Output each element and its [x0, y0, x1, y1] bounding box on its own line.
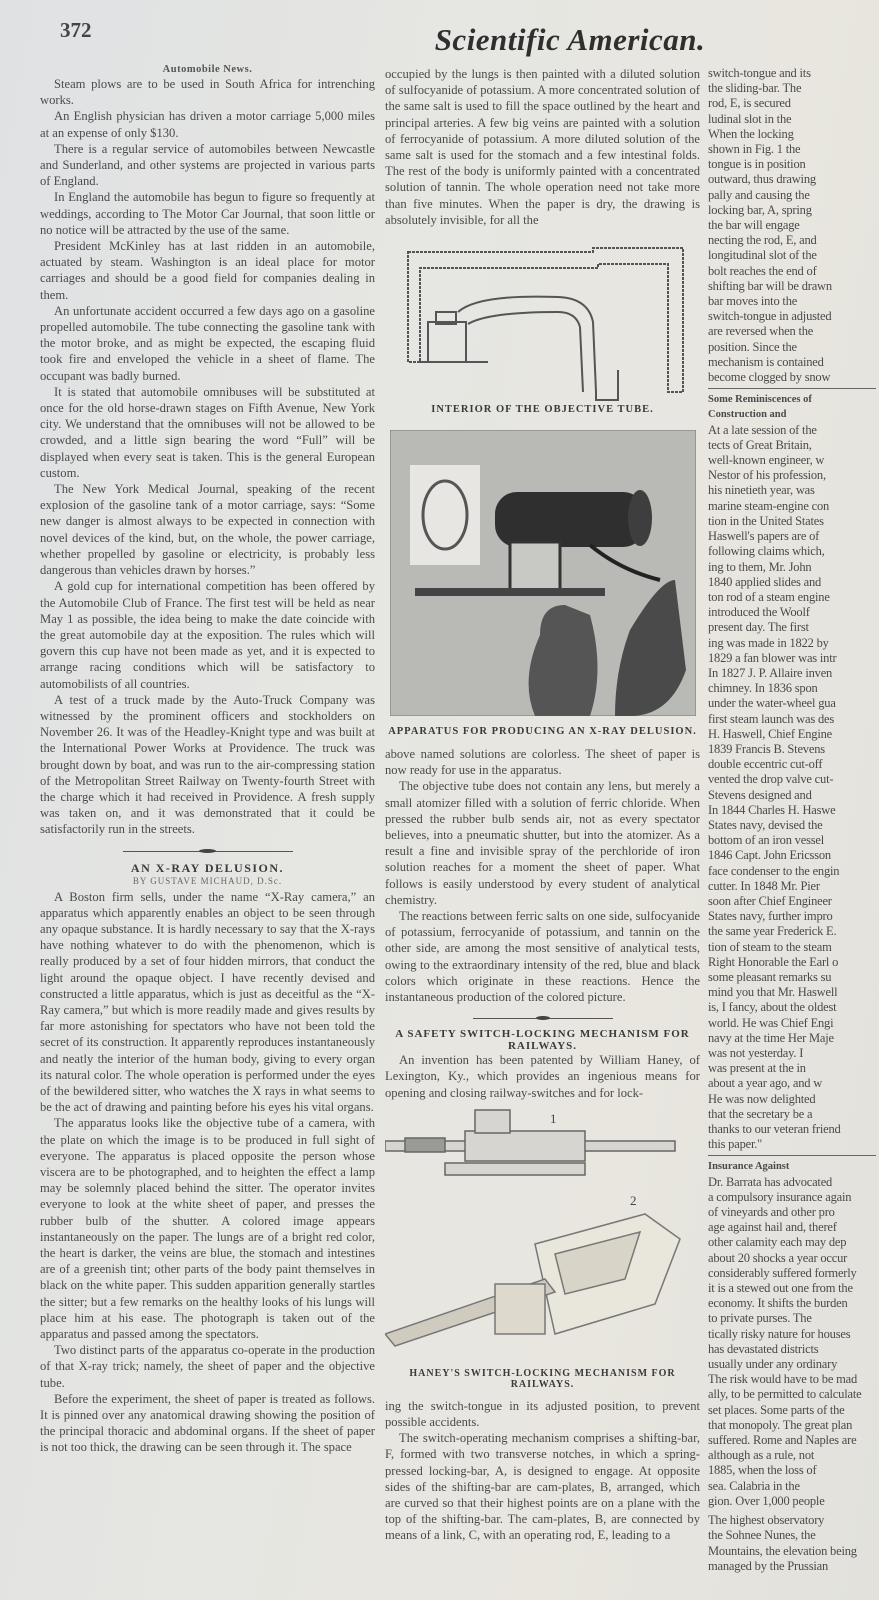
- text-line: suffered. Rome and Naples are: [708, 1433, 857, 1448]
- text-line: H. Haswell, Chief Engine: [708, 726, 832, 741]
- text-line: was not yesterday. I: [708, 1046, 804, 1060]
- paragraph: Two distinct parts of the apparatus co-operate in the production of that X-ray trick; namely, the sheet of paper and the objective tube.: [40, 1343, 375, 1390]
- text-line: tongue is in position: [708, 157, 806, 172]
- text-line: He was now delighted: [708, 1091, 816, 1106]
- paragraph: Steam plows are to be used in South Africa for intrenching works.: [40, 77, 375, 108]
- text-line: become clogged by snow: [708, 370, 831, 385]
- text-line: ton rod of a steam engine: [708, 589, 830, 604]
- right-column: [708, 66, 876, 1574]
- text-line: first steam launch was des: [708, 711, 835, 726]
- text-line: managed by the Prussian: [708, 1558, 829, 1573]
- xray-article-byline: BY GUSTAVE MICHAUD, D.Sc.: [132, 875, 283, 886]
- paragraph: ing the switch-tongue in its adjusted position, to prevent possible accidents.: [385, 1398, 700, 1430]
- text-line: set places. Some parts of the: [708, 1402, 845, 1417]
- text-line: has devastated districts: [708, 1341, 819, 1356]
- text-line: The highest observatory: [708, 1513, 825, 1528]
- xray-article-paragraphs: [40, 889, 375, 1456]
- paragraph: The switch-operating mechanism comprises a shifting-bar, F, formed with two transverse notches, in which a spring-pressed locking-bar, A, is designed to engage. At opposite sides of the shifting-bar are cam-plates, B, arranged, which are curved so that their highest points are on a plane with the top of the shifting-bar. The cam-plates, B, are connected by means of a link, C, with an operating rod, E, leading to a: [385, 1431, 700, 1543]
- text-line: position. Since the: [708, 339, 797, 354]
- text-line: 1885, when the loss of: [708, 1463, 817, 1478]
- text-line: In 1827 J. P. Allaire inven: [708, 665, 833, 680]
- text-line: switch-tongue in adjusted: [708, 309, 832, 324]
- text-line: his ninetieth year, was: [708, 483, 815, 498]
- switch-article-heading: A SAFETY SWITCH-LOCKING MECHANISM FOR RAILWAYS.: [395, 1028, 690, 1053]
- text-line: In 1844 Charles H. Haswe: [708, 802, 836, 817]
- masthead-title: Scientific American.: [434, 22, 706, 57]
- paragraph: A Boston firm sells, under the name “X-Ray camera,” an apparatus which apparently enables an object to be seen through any opaque substance. It is hardly necessary to say that the X-rays have nothing whatever to do with the phenomenon, which is really produced by a set of four hidden mirrors, that conduct the light around the opaque object. I have recently devised and constructed a little apparatus, which is just as deceitful as the “X-Ray camera,” but which is more readily made and gives results by far more astonishing for spectators who have not been told the secret of its construction. It apparently reproduces instantaneously and neatly the interior of the human body, giving to every organ its natural color. The whole operation is performed under the eyes of the bewildered sitter, who watches the X rays in what seems to be the act of drawing and painting before his eyes his vital organs.: [40, 889, 375, 1115]
- page-number: 372: [60, 18, 92, 42]
- heading-line: Construction and: [708, 409, 787, 421]
- middle-top-text: [385, 66, 700, 228]
- text-line: tects of Great Britain,: [708, 437, 812, 452]
- automobile-news-paragraphs: [40, 76, 375, 838]
- text-line: ing was made in 1822 by: [708, 635, 829, 650]
- text-line: tion of steam to the steam: [708, 939, 832, 954]
- switch-continuation-paragraphs: [385, 1398, 700, 1544]
- text-line: Nestor of his profession,: [708, 468, 826, 483]
- right-column-observatory-text: [708, 1513, 876, 1574]
- paragraph: A gold cup for international competition has been offered by the Automobile Club of France. The first test will be held as near May 1 as possible, the idea being to make the date coincide with the great automobile day at the exposition. The rules which will govern this cup have not been made as yet, and it is expected to arrange racing conditions which will be satisfactory to automobilists of all countries.: [40, 579, 375, 691]
- text-line: Haswell's papers are of: [708, 529, 820, 544]
- text-line: sea. Calabria in the: [708, 1478, 800, 1493]
- switch-mechanism-figure-1: [385, 1105, 685, 1185]
- apparatus-photo-caption: APPARATUS FOR PRODUCING AN X-RAY DELUSION.: [388, 726, 697, 737]
- paragraph: above named solutions are colorless. The sheet of paper is now ready for use in the apparatus.: [385, 747, 700, 778]
- text-line: about 20 shocks a year occur: [708, 1250, 848, 1265]
- section-divider: [123, 848, 293, 855]
- heading-line: Some Reminiscences of: [708, 394, 812, 406]
- text-line: soon after Chief Engineer: [708, 893, 832, 908]
- text-line: Mountains, the elevation being: [708, 1543, 857, 1558]
- text-line: At a late session of the: [708, 422, 817, 437]
- paragraph: The reactions between ferric salts on one side, sulfocyanide of potassium, ferrocyanide of potassium, and tannin on the other side, are among the most sensitive of analytical tests, owing to the extraordinary intensity of the red, blue and black colors which originate in these reactions. Hence the instantaneous production of the colored picture.: [385, 909, 700, 1005]
- text-line: States navy, further impro: [708, 909, 833, 924]
- automobile-news-heading: Automobile News.: [162, 64, 253, 75]
- paragraph: An English physician has driven a motor carriage 5,000 miles at an expense of only $130.: [40, 109, 375, 140]
- text-line: are reversed when the: [708, 324, 814, 339]
- text-line: vented the drop valve cut-: [708, 772, 834, 787]
- text-line: mechanism is contained: [708, 354, 824, 369]
- paragraph: occupied by the lungs is then painted with a diluted solution of sulfocyanide of potassium. A more concentrated solution of the same salt is used to fill the space outlined by the heart and principal arteries. A few big veins are painted with a solution of ferrocyanide of potassium. A more diluted solution of the same salt is used for the stomach and a few intestinal folds. The rest of the body is uniformly painted with a concentrated solution of tannin. The whole operation need not take more than five minutes. When the paper is dry, the drawing is absolutely invisible, for all the: [385, 67, 700, 227]
- right-column-switch-text: [708, 66, 876, 385]
- text-line: bar moves into the: [708, 294, 798, 309]
- text-line: 1840 applied slides and: [708, 574, 822, 589]
- tube-figure-caption: INTERIOR OF THE OBJECTIVE TUBE.: [431, 404, 654, 415]
- text-line: shown in Fig. 1 the: [708, 142, 801, 157]
- text-line: States navy, devised the: [708, 817, 823, 832]
- text-line: that monopoly. The great plan: [708, 1417, 853, 1432]
- text-line: it is a stewed out one from the: [708, 1281, 853, 1296]
- text-line: 1829 a fan blower was intr: [708, 650, 837, 665]
- paragraph: An unfortunate accident occurred a few days ago on a gasoline propelled automobile. The tube connecting the gasoline tank with the motor broke, and as might be expected, the escaping fluid took fire and enveloped the vehicle in a sheet of flame. The occupant was badly burned.: [40, 303, 375, 383]
- text-line: Stevens designed and: [708, 787, 812, 802]
- text-line: face condenser to the engin: [708, 863, 840, 878]
- text-line: tically risky nature for houses: [708, 1326, 851, 1341]
- xray-article-heading: AN X-RAY DELUSION.: [130, 860, 285, 875]
- insurance-heading: [708, 1155, 876, 1174]
- text-line: thanks to our veteran friend: [708, 1122, 841, 1137]
- paragraph: In England the automobile has begun to figure so frequently at weddings, according to The Motor Car Journal, that soon little or no notice will be attracted by the use of the same.: [40, 190, 375, 237]
- text-line: locking bar, A, spring: [708, 202, 812, 217]
- text-line: well-known engineer, w: [708, 453, 825, 468]
- objective-tube-diagram: [398, 242, 698, 402]
- text-line: bolt reaches the end of: [708, 263, 817, 278]
- text-line: other calamity each may dep: [708, 1235, 847, 1250]
- paragraph: It is stated that automobile omnibuses will be substituted at once for the old horse-drawn stages on Fifth Avenue, New York city. We understand that the omnibuses will not be allowed to be crowded, and a little sign bearing the word “Full” will be displayed when every seat is taken. This is the general European custom.: [40, 384, 375, 480]
- text-line: necting the rod, E, and: [708, 233, 817, 248]
- text-line: outward, thus drawing: [708, 172, 816, 187]
- figure-2-label: 2: [630, 1192, 637, 1208]
- xray-apparatus-photo: [390, 430, 696, 716]
- switch-figure-caption: HANEY'S SWITCH-LOCKING MECHANISM FOR RAILWAYS.: [409, 1367, 676, 1390]
- text-line: world. He was Chief Engi: [708, 1015, 834, 1030]
- text-line: cutter. In 1848 Mr. Pier: [708, 878, 820, 893]
- text-line: ludinal slot in the: [708, 111, 792, 126]
- left-column: [40, 62, 375, 1456]
- text-line: mind you that Mr. Haswell: [708, 985, 838, 1000]
- paragraph: The objective tube does not contain any lens, but merely a small atomizer filled with a solution of ferric chloride. When pressed the rubber bulb sends air, not as every spectator believes, into a pneumatic shutter, but into the atomizer. As a result a fine and invisible spray of the perchloride of iron solution reaches for a moment the sheet of paper. What follows is easily understood by every student of analytical chemistry.: [385, 779, 700, 907]
- text-line: shifting bar will be drawn: [708, 278, 832, 293]
- text-line: economy. It shifts the burden: [708, 1296, 848, 1311]
- text-line: navy at the time Her Maje: [708, 1030, 834, 1045]
- text-line: under the water-wheel gua: [708, 696, 836, 711]
- text-line: the Sohnee Nunes, the: [708, 1528, 816, 1543]
- text-line: Dr. Barrata has advocated: [708, 1174, 833, 1189]
- paragraph: The New York Medical Journal, speaking of the recent explosion of the gasoline tank of a motor carriage, says: “Some new danger is almost always to be expected in connection with novel devices of the kind, but, on the whole, the power carriage, whether propelled by gasoline or electricity, is probably less dangerous than vehicles drawn by horses.”: [40, 482, 375, 578]
- text-line: The risk would have to be mad: [708, 1372, 858, 1387]
- text-line: is, I fancy, about the oldest: [708, 1000, 837, 1015]
- text-line: of vineyards and other pro: [708, 1205, 835, 1220]
- text-line: a compulsory insurance again: [708, 1189, 852, 1204]
- text-line: the same year Frederick E.: [708, 924, 837, 939]
- text-line: ing to them, Mr. John: [708, 559, 812, 574]
- section-divider: [473, 1015, 613, 1022]
- text-line: considerably suffered formerly: [708, 1265, 857, 1280]
- text-line: to private purses. The: [708, 1311, 812, 1326]
- text-line: the bar will engage: [708, 218, 800, 233]
- text-line: although as a rule, not: [708, 1448, 815, 1463]
- text-line: double eccentric cut-off: [708, 757, 823, 772]
- paragraph: An invention has been patented by William Haney, of Lexington, Ky., which provides an ingenious means for opening and closing railway-switches and for lock-: [385, 1053, 700, 1100]
- figure-1-label: 1: [550, 1110, 557, 1126]
- right-column-reminiscences-text: [708, 423, 876, 1153]
- paragraph: Before the experiment, the sheet of paper is treated as follows. It is pinned over any anatomical drawing showing the position of the principal thoracic and abdominal organs. If the sheet of paper is not too thick, the drawing can be seen through it. The space: [40, 1391, 375, 1455]
- text-line: longitudinal slot of the: [708, 248, 817, 263]
- paragraph: The apparatus looks like the objective tube of a camera, with the plate on which the image is to be produced in full sight of everyone. The apparatus is placed opposite the person whose viscera are to be photographed, and to heighten the effect a lamp may be solemnly placed behind the sitter. The operator invites everyone to look at the white sheet of paper, and presses the rubber bulb of the shutter. A colored image appears instantaneously on the paper. The lungs are of a bright red color, the heart is darker, the veins are blue, the stomach and intestines are of a greenish tint; other parts of the body paint themselves in black on the white paper. This sudden apparition generally startles the sitter; but a few remarks on the healthy looks of his lungs will place him at his ease. The photograph is taken out of the apparatus and passed among the spectators.: [40, 1116, 375, 1342]
- heading-line: Insurance Against: [708, 1161, 790, 1173]
- text-line: gion. Over 1,000 people: [708, 1493, 825, 1508]
- text-line: 1839 Francis B. Stevens: [708, 741, 825, 756]
- text-line: usually under any ordinary: [708, 1357, 838, 1372]
- text-line: that the secretary be a: [708, 1106, 813, 1121]
- text-line: pally and causing the: [708, 187, 810, 202]
- continuation-paragraphs: [385, 746, 700, 1005]
- text-line: was present at the in: [708, 1061, 806, 1076]
- text-line: following claims which,: [708, 544, 825, 559]
- text-line: the sliding-bar. The: [708, 81, 802, 96]
- text-line: chimney. In 1836 spon: [708, 681, 818, 696]
- text-line: When the locking: [708, 126, 794, 141]
- text-line: switch-tongue and its: [708, 66, 811, 80]
- reminiscences-heading: [708, 388, 876, 422]
- text-line: tion in the United States: [708, 513, 824, 528]
- text-line: 1846 Capt. John Ericsson: [708, 848, 831, 863]
- middle-lower-flow: [385, 746, 700, 1544]
- text-line: about a year ago, and w: [708, 1076, 823, 1091]
- text-line: present day. The first: [708, 620, 809, 635]
- text-line: marine steam-engine con: [708, 498, 830, 513]
- switch-mechanism-figure-2: [385, 1189, 695, 1364]
- text-line: some pleasant remarks su: [708, 969, 832, 984]
- text-line: bottom of an iron vessel: [708, 833, 825, 848]
- paragraph: President McKinley has at last ridden in an automobile, actuated by steam. Washington is an ideal place for motor carriages and should be a good field for companies dealing in them.: [40, 239, 375, 302]
- text-line: this paper.": [708, 1137, 763, 1152]
- text-line: rod, E, is secured: [708, 96, 791, 111]
- text-line: age against hail and, theref: [708, 1220, 837, 1235]
- paragraph: There is a regular service of automobiles between Newcastle and Sunderland, and other systems are projected in various parts of England.: [40, 141, 375, 189]
- text-line: Right Honorable the Earl o: [708, 954, 839, 969]
- paragraph: A test of a truck made by the Auto-Truck Company was witnessed by the prominent officers and stockholders on November 26. It was of the Headley-Knight type and was built at the International Power Works at Providence. The truck was brought down by boat, and was run to the air-compressing station of the Metropolitan Street Railway on Twenty-fourth Street with the charge which it had received in Providence. A fresh supply was taken on, and it was demonstrated that it could be satisfactorily run in the streets.: [40, 692, 375, 837]
- text-line: introduced the Woolf: [708, 605, 810, 620]
- right-column-insurance-text: [708, 1175, 876, 1509]
- text-line: ally, to be permitted to calculate: [708, 1387, 862, 1402]
